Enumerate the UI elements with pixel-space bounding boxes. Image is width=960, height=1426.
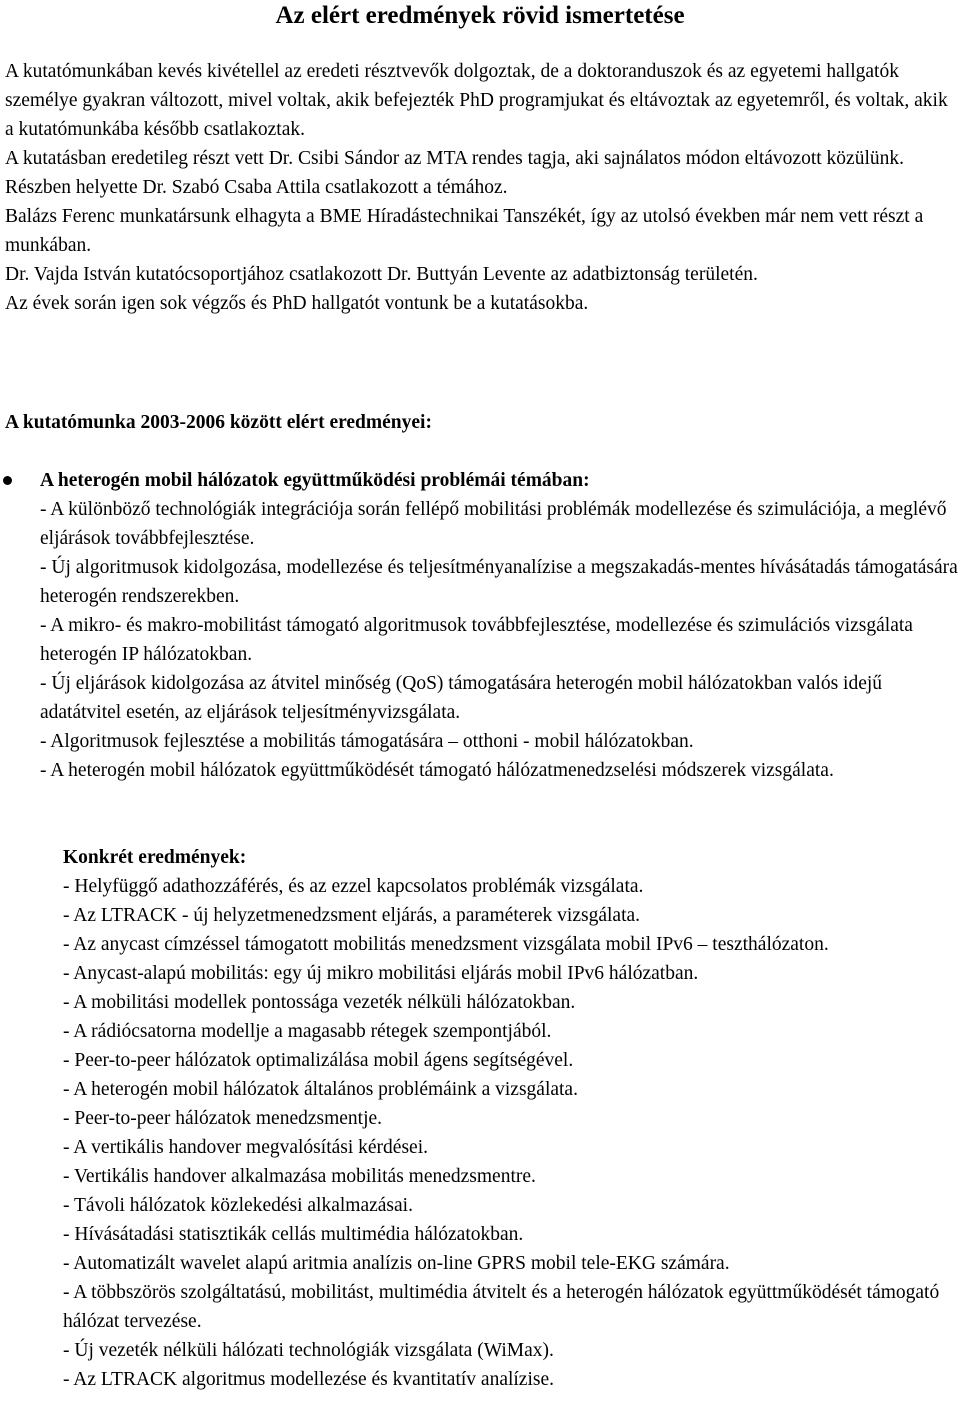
list-item: - A heterogén mobil hálózatok együttműködését támogató hálózatmenedzselési módszerek vizsgálata. [40, 760, 834, 781]
intro-paragraph: Dr. Vajda István kutatócsoportjához csatlakozott Dr. Buttyán Levente az adatbiztonság területén. [5, 264, 758, 285]
results-heading: Konkrét eredmények: [63, 847, 247, 868]
list-item: - Az LTRACK - új helyzetmenedzsment eljárás, a paraméterek vizsgálata. [63, 905, 641, 926]
list-item: - Vertikális handover alkalmazása mobilitás menedzsmentre. [63, 1166, 536, 1187]
list-item: - Új eljárások kidolgozása az átvitel minőség (QoS) támogatására heterogén mobil hálózatokban valós idejű adatátvitel esetén, az eljárások teljesítményvizsgálata. [40, 673, 883, 723]
intro-paragraph: A kutatómunkában kevés kivétellel az eredeti résztvevők dolgoztak, de a doktoranduszok és az egyetemi hallgatók személye gyakran változott, mivel voltak, akik befejezték PhD programjukat és eltávoztak az egyetemről, és voltak, akik a kutatómunkába később csatlakoztak. [5, 61, 948, 140]
bullet-icon [3, 476, 12, 485]
list-item: - A többszörös szolgáltatású, mobilitást, multimédia átvitelt és a heterogén hálózatok együttműködését támogató hálózat tervezése. [63, 1282, 940, 1332]
list-item: - Az anycast címzéssel támogatott mobilitás menedzsment vizsgálata mobil IPv6 – teszthálózaton. [63, 934, 829, 955]
intro-paragraph: A kutatásban eredetileg részt vett Dr. Csibi Sándor az MTA rendes tagja, aki sajnálatos módon eltávozott közülünk. Részben helyette Dr. Szabó Csaba Attila csatlakozott a témához. [5, 148, 904, 198]
bullet-title: A heterogén mobil hálózatok együttműködési problémái témában: [40, 470, 590, 491]
list-item: - A vertikális handover megvalósítási kérdései. [63, 1137, 428, 1158]
list-item: - Távoli hálózatok közlekedési alkalmazásai. [63, 1195, 413, 1216]
list-item: - Az LTRACK algoritmus modellezése és kvantitatív analízise. [63, 1369, 554, 1390]
results-section [63, 843, 958, 1394]
list-item: - A mobilitási modellek pontossága vezeték nélküli hálózatokban. [63, 992, 576, 1013]
list-item: - A rádiócsatorna modellje a magasabb rétegek szempontjából. [63, 1021, 552, 1042]
list-item: - Anycast-alapú mobilitás: egy új mikro mobilitási eljárás mobil IPv6 hálózatban. [63, 963, 699, 984]
intro-section [5, 57, 955, 318]
list-item: - Automatizált wavelet alapú aritmia analízis on-line GPRS mobil tele-EKG számára. [63, 1253, 730, 1274]
bullet-section [0, 466, 960, 785]
results-list [63, 872, 958, 1394]
list-item: - A heterogén mobil hálózatok általános problémáink a vizsgálata. [63, 1079, 578, 1100]
list-item: - Új vezeték nélküli hálózati technológiák vizsgálata (WiMax). [63, 1340, 554, 1361]
intro-paragraph: Balázs Ferenc munkatársunk elhagyta a BME Híradástechnikai Tanszékét, így az utolsó években már nem vett részt a munkában. [5, 206, 924, 256]
list-item: - Új algoritmusok kidolgozása, modellezése és teljesítményanalízise a megszakadás-mentes hívásátadás támogatására heterogén rendszerekben. [40, 557, 958, 607]
section-heading: A kutatómunka 2003-2006 között elért eredményei: [5, 412, 432, 433]
list-item: - Peer-to-peer hálózatok menedzsmentje. [63, 1108, 383, 1129]
list-item: - A különböző technológiák integrációja során fellépő mobilitási problémák modellezése és szimulációja, a meglévő eljárások továbbfejlesztése. [40, 499, 947, 549]
intro-paragraph: Az évek során igen sok végzős és PhD hallgatót vontunk be a kutatásokba. [5, 293, 589, 314]
list-item: - A mikro- és makro-mobilitást támogató algoritmusok továbbfejlesztése, modellezése és szimulációs vizsgálata heterogén IP hálózatokban. [40, 615, 913, 665]
list-item: - Helyfüggő adathozzáférés, és az ezzel kapcsolatos problémák vizsgálata. [63, 876, 644, 897]
page-title: Az elért eredmények rövid ismertetése [275, 2, 685, 29]
list-item: - Peer-to-peer hálózatok optimalizálása mobil ágens segítségével. [63, 1050, 574, 1071]
list-item: - Hívásátadási statisztikák cellás multimédia hálózatokban. [63, 1224, 524, 1245]
bullet-list [40, 495, 960, 785]
list-item: - Algoritmusok fejlesztése a mobilitás támogatására – otthoni - mobil hálózatokban. [40, 731, 694, 752]
